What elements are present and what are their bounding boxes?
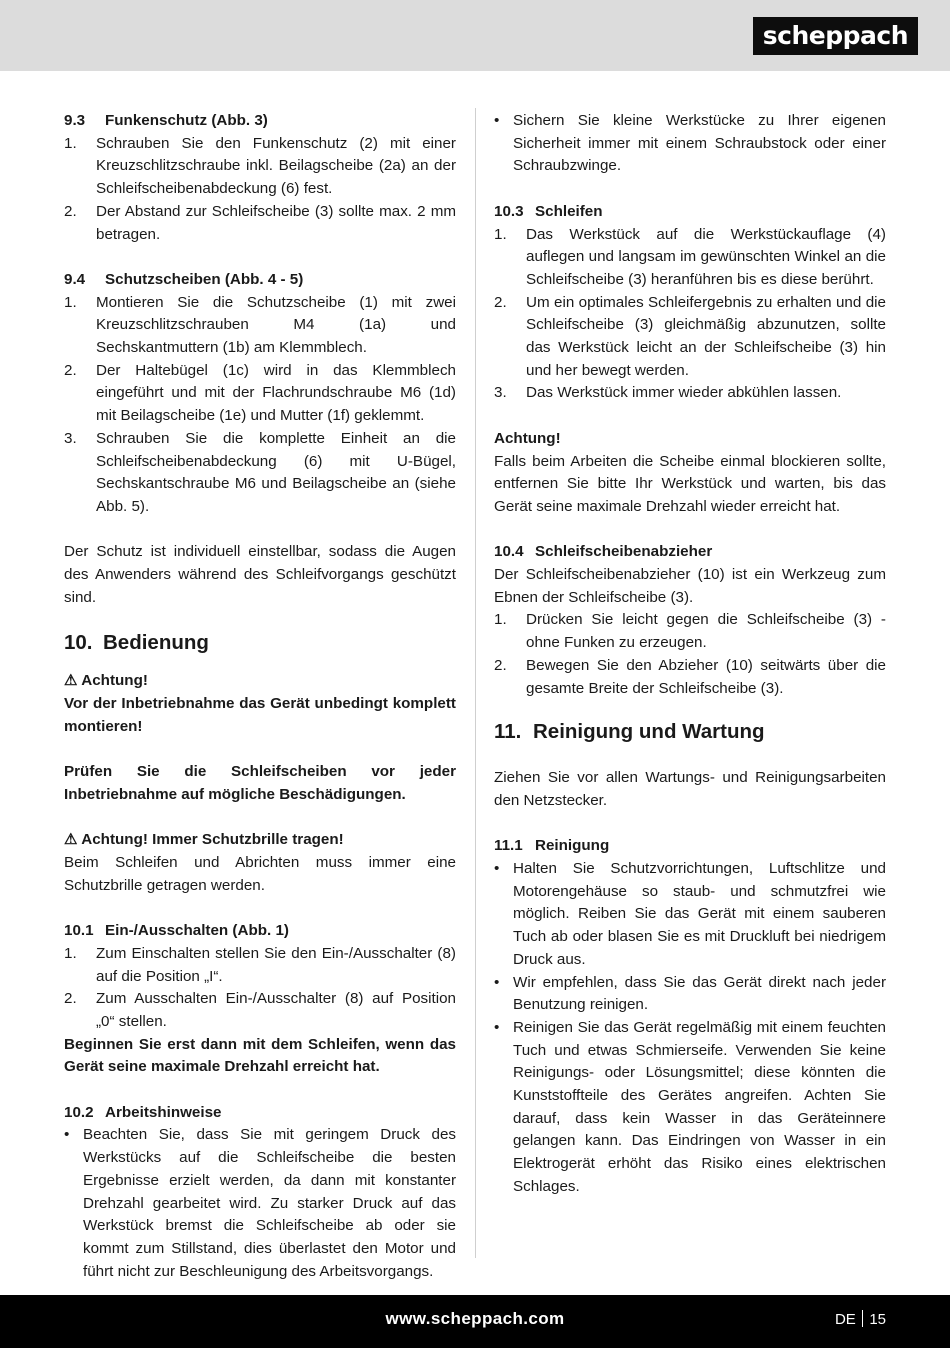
paragraph: Falls beim Arbeiten die Scheibe einmal blockieren sollte, entfernen Sie bitte Ihr Werkstück und warten, bis das Gerät seine maximale Drehzahl wieder erreicht hat.: [494, 452, 886, 515]
section-heading-10-1: 10.1 Ein-/Ausschalten (Abb. 1): [64, 922, 289, 940]
list-item: 2. Bewegen Sie den Abzieher (10) seitwärts über die gesamte Breite der Schleifscheibe (3).: [494, 656, 886, 697]
list-item: • Halten Sie Schutzvorrichtungen, Luftschlitze und Motorengehäuse so staub- und schmutzfrei wie möglich. Reiben Sie das Gerät mit einem sauberen Tuch ab oder blasen Sie es mit Druckluft bei niedrigem Druck aus.: [494, 860, 886, 968]
bullets-10-2-continued: [494, 110, 886, 178]
page-indicator: [835, 1310, 886, 1328]
chapter-heading-10: 10. Bedienung: [64, 631, 209, 655]
steps-9-4: [64, 292, 456, 519]
section-heading-10-4: 10.4 Schleifscheibenabzieher: [494, 543, 713, 561]
steps-10-4: [494, 609, 886, 700]
column-divider: [475, 108, 476, 1258]
list-item: 2. Der Haltebügel (1c) wird in das Klemmblech eingeführt und mit der Flachrundschraube M6 (1d) mit Beilagscheibe (1e) und Mutter (1f) geklemmt.: [64, 361, 456, 425]
section-heading-9-4: 9.4 Schutzscheiben (Abb. 4 - 5): [64, 270, 304, 288]
paragraph: Der Schutz ist individuell einstellbar, sodass die Augen des Anwenders während des Schleifvorgangs geschützt sind.: [64, 543, 456, 606]
list-item: • Wir empfehlen, dass Sie das Gerät direkt nach jeder Benutzung reinigen.: [494, 973, 886, 1014]
left-column: [64, 110, 456, 1283]
website-link[interactable]: www.scheppach.com: [385, 1309, 565, 1328]
section-heading-10-2: 10.2 Arbeitshinweise: [64, 1103, 222, 1121]
bold-note: Beginnen Sie erst dann mit dem Schleifen, wenn das Gerät seine maximale Drehzahl erreicht hat.: [64, 1035, 456, 1076]
chapter-heading-11: 11. Reinigung und Wartung: [494, 720, 765, 744]
paragraph: Beim Schleifen und Abrichten muss immer eine Schutzbrille getragen werden.: [64, 854, 456, 894]
list-item: 1. Schrauben Sie den Funkenschutz (2) mit einer Kreuzschlitzschraube inkl. Beilagscheibe (2a) an der Schleifscheibenabdeckung (6) fest.: [64, 134, 456, 198]
brand-logo: scheppach: [753, 17, 918, 55]
list-item: 3. Schrauben Sie die komplette Einheit an die Schleifscheibenabdeckung (6) mit U-Bügel, Sechskantschraube M6 und Beilagscheibe an (siehe Abb. 5).: [64, 429, 456, 515]
language-code: DE: [834, 1311, 856, 1328]
list-item: 3. Das Werkstück immer wieder abkühlen lassen.: [494, 384, 842, 402]
bullets-10-2: [64, 1124, 456, 1283]
section-heading-11-1: 11.1 Reinigung: [494, 837, 610, 855]
paragraph: Der Schleifscheibenabzieher (10) ist ein Werkzeug zum Ebnen der Schleifscheibe (3).: [494, 566, 886, 606]
warning-title: ⚠ Achtung! Immer Schutzbrille tragen!: [64, 831, 344, 849]
list-item: 1. Montieren Sie die Schutzscheibe (1) mit zwei Kreuzschlitzschrauben M4 (1a) und Sechskantmuttern (1b) am Klemmblech.: [64, 293, 456, 357]
section-heading-10-3: 10.3 Schleifen: [494, 202, 603, 220]
warning-text: Prüfen Sie die Schleifscheiben vor jeder Inbetriebnahme auf mögliche Beschädigungen.: [64, 763, 456, 803]
paragraph: Ziehen Sie vor allen Wartungs- und Reinigungsarbeiten den Netzstecker.: [494, 769, 886, 809]
page-number: 15: [869, 1311, 886, 1328]
list-item: 2. Der Abstand zur Schleifscheibe (3) sollte max. 2 mm betragen.: [64, 202, 456, 243]
list-item: 2. Um ein optimales Schleifergebnis zu erhalten und die Schleifscheibe (3) gleichmäßig abzunutzen, sollte das Werkstück leicht an der Schleifscheibe (3) hin und her bewegt werden.: [494, 293, 886, 379]
list-item: 1. Das Werkstück auf die Werkstückauflage (4) auflegen und langsam im gewünschten Winkel an die Schleifscheibe (3) heranführen bis es diese berührt.: [494, 225, 886, 288]
steps-10-1: [64, 943, 456, 1034]
warning-title: ⚠ Achtung!: [64, 672, 148, 690]
footer-bar: [0, 1295, 950, 1348]
list-item: • Beachten Sie, dass Sie mit geringem Druck des Werkstücks auf die Schleifscheibe die besten Ergebnisse erzielt werden, da dann mit konstanter Drehzahl gearbeitet wird. Zu starker Druck auf das Werkstück bremst die Schleifscheibe ab oder sie kommt zum Stillstand, dies überlastet den Motor und führt nicht zur Beschleunigung des Arbeitsvorgangs.: [64, 1126, 456, 1280]
list-item: • Reinigen Sie das Gerät regelmäßig mit einem feuchten Tuch und etwas Schmierseife. Verwenden Sie keine Reinigungs- oder Lösungsmittel; diese könnten die Kunststoffteile des Gerätes angreifen. Achten Sie darauf, dass kein Wasser in das Geräteinnere gelangen kann. Das Eindringen von Wasser in ein Elektrogerät erhöht das Risiko eines elektrischen Schlages.: [494, 1018, 886, 1195]
list-item: 1. Zum Einschalten stellen Sie den Ein-/Ausschalter (8) auf die Position „I“.: [64, 944, 456, 985]
list-item: 2. Zum Ausschalten Ein-/Ausschalter (8) auf Position „0“ stellen.: [64, 990, 456, 1030]
bullets-11-1: [494, 858, 886, 1199]
header-bar: [0, 0, 950, 71]
section-heading-9-3: 9.3 Funkenschutz (Abb. 3): [64, 112, 268, 129]
steps-9-3: [64, 133, 456, 247]
right-column: [494, 110, 886, 1199]
separator: [862, 1310, 864, 1327]
warning-text: Vor der Inbetriebnahme das Gerät unbedingt komplett montieren!: [64, 695, 456, 735]
list-item: 1. Drücken Sie leicht gegen die Schleifscheibe (3) - ohne Funken zu erzeugen.: [494, 611, 886, 652]
list-item: • Sichern Sie kleine Werkstücke zu Ihrer eigenen Sicherheit immer mit einem Schraubstock oder einer Schraubzwinge.: [494, 112, 886, 175]
steps-10-3: [494, 224, 886, 406]
warning-title: Achtung!: [494, 429, 561, 447]
